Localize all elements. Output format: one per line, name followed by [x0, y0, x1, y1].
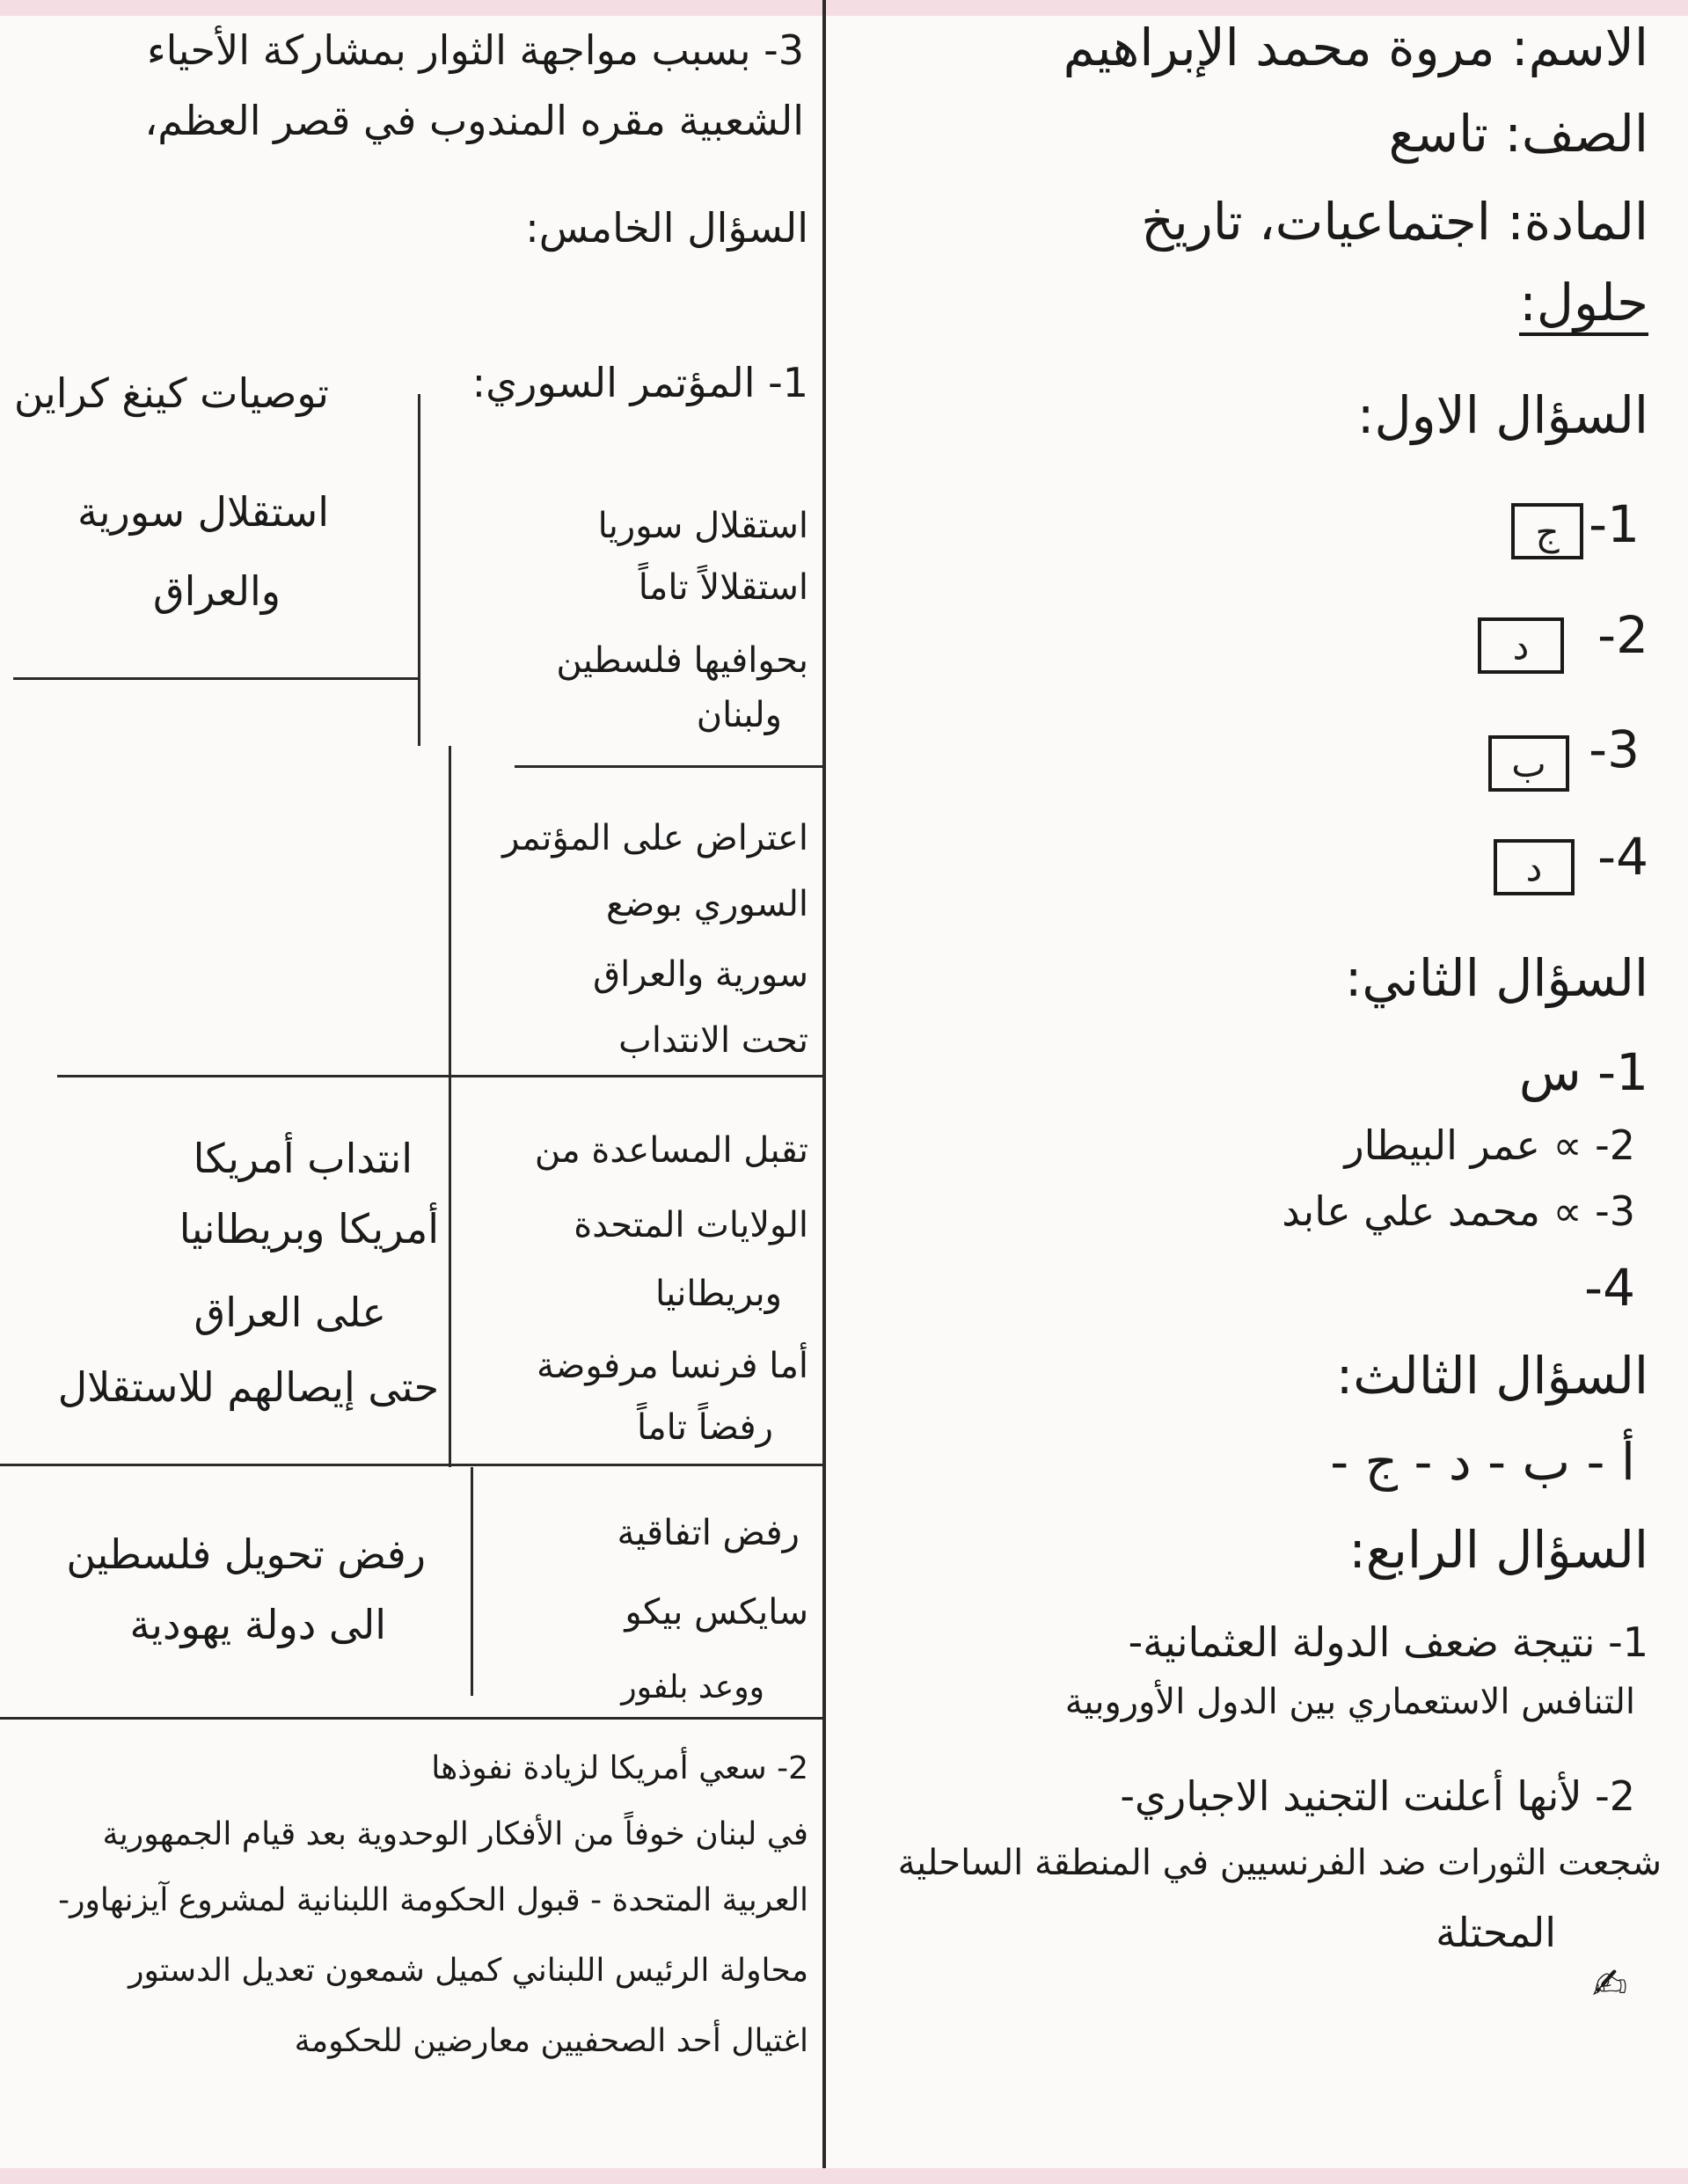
r2-right-1: اعتراض على المؤتمر	[502, 818, 808, 858]
q4-line-5: المحتلة	[1436, 1909, 1556, 1956]
bottom-line-2: في لبنان خوفاً من الأفكار الوحدوية بعد قيام الجمهورية	[102, 1816, 808, 1852]
r2-right-2: السوري بوضع	[605, 884, 808, 924]
r3-right-3: وبريطانيا	[654, 1274, 782, 1314]
solutions-heading: حلول:	[1519, 273, 1648, 336]
r4-right-3: ووعد بلفور	[621, 1669, 764, 1706]
table-divider-b	[449, 746, 451, 1467]
r1-right-3: بحوافيها فلسطين	[556, 640, 808, 681]
r3-right-5: رفضاً تاماً	[637, 1407, 773, 1448]
bottom-edge	[0, 2168, 1688, 2184]
q1-title: السؤال الاول:	[1356, 385, 1648, 445]
q1-item-2-answer: د	[1478, 617, 1564, 674]
r3-left-2: أمريكا وبريطانيا	[179, 1205, 439, 1253]
bottom-line-3: العربية المتحدة - قبول الحكومة اللبنانية لمشروع آيزنهاور-	[58, 1882, 808, 1918]
r4-right-1: رفض اتفاقية	[617, 1513, 800, 1553]
row-line-1-right	[515, 765, 822, 768]
q4-line-4: شجعت الثورات ضد الفرنسيين في المنطقة الساحلية	[897, 1843, 1662, 1883]
r2-right-3: سورية والعراق	[593, 954, 808, 995]
student-name: الاسم: مروة محمد الإبراهيم	[1063, 18, 1648, 77]
q3-title: السؤال الثالث:	[1335, 1346, 1648, 1406]
r3-left-4: حتى إيصالهم للاستقلال	[57, 1363, 439, 1411]
grade: الصف: تاسع	[1388, 104, 1648, 164]
r1-right-4: ولبنان	[696, 695, 782, 735]
r1-left-2: والعراق	[152, 567, 281, 615]
row-line-2	[57, 1075, 822, 1077]
row-line-3	[0, 1464, 822, 1466]
q1-item-3-num: 3-	[1589, 719, 1640, 779]
q4-line-1: 1- نتيجة ضعف الدولة العثمانية-	[1128, 1618, 1648, 1666]
bottom-line-1: 2- سعي أمريكا لزيادة نفوذها	[431, 1750, 808, 1786]
q5-title: السؤال الخامس:	[525, 204, 808, 252]
q1-item-1-answer: ج	[1511, 503, 1583, 559]
r1-right-2: استقلالاً تاماً	[638, 567, 808, 608]
q1-item-4-num: 4-	[1597, 827, 1648, 887]
r3-right-4: أما فرنسا مرفوضة	[536, 1346, 808, 1386]
r4-right-2: سايكس بيكو	[625, 1592, 808, 1633]
table-title-right: 1- المؤتمر السوري:	[471, 359, 808, 406]
q2-item-1: 1- س	[1518, 1042, 1648, 1102]
r2-right-4: تحت الانتداب	[618, 1020, 808, 1061]
left-top-line-2: الشعبية مقره المندوب في قصر العظم،	[144, 97, 804, 144]
q2-title: السؤال الثاني:	[1344, 948, 1648, 1008]
q4-line-3: 2- لأنها أعلنت التجنيد الاجباري-	[1120, 1772, 1635, 1820]
scribble-mark: ✍	[1592, 1960, 1628, 2009]
q1-item-2-num: 2-	[1597, 605, 1648, 665]
row-line-4	[0, 1717, 822, 1720]
table-divider-a	[418, 394, 420, 746]
r3-right-1: تقبل المساعدة من	[534, 1130, 808, 1171]
q1-item-4-answer: د	[1494, 839, 1575, 895]
bottom-line-4: محاولة الرئيس اللبناني كميل شمعون تعديل الدستور	[128, 1953, 808, 1989]
r4-left-2: الى دولة يهودية	[129, 1601, 386, 1648]
q4-line-2: التنافس الاستعماري بين الدول الأوروبية	[1064, 1682, 1635, 1722]
r1-left-1: استقلال سورية	[77, 488, 329, 536]
r4-left-1: رفض تحويل فلسطين	[66, 1530, 426, 1578]
q3-answer: أ - ب - د - ج -	[1330, 1432, 1635, 1492]
center-divider	[822, 0, 826, 2184]
q2-item-3: 3- ∝ محمد علي عابد	[1282, 1187, 1635, 1235]
r3-left-1: انتداب أمريكا	[193, 1135, 413, 1182]
r1-right-1: استقلال سوريا	[597, 506, 808, 546]
table-title-left: توصيات كينغ كراين	[13, 369, 329, 417]
table-divider-c	[471, 1467, 473, 1696]
bottom-line-5: اغتيال أحد الصحفيين معارضين للحكومة	[294, 2023, 808, 2059]
top-edge	[0, 0, 1688, 16]
q4-title: السؤال الرابع:	[1348, 1520, 1648, 1580]
subject: المادة: اجتماعيات، تاريخ	[1141, 192, 1648, 252]
left-top-line-1: 3- بسبب مواجهة الثوار بمشاركة الأحياء	[147, 26, 804, 74]
r3-left-3: على العراق	[194, 1289, 386, 1336]
row-line-1-left	[13, 677, 418, 680]
q1-item-1-num: 1-	[1589, 494, 1640, 554]
q2-item-2: 2- ∝ عمر البيطار	[1344, 1121, 1635, 1169]
q1-item-3-answer: ب	[1488, 735, 1569, 792]
q2-item-4: 4-	[1584, 1258, 1635, 1318]
r3-right-2: الولايات المتحدة	[574, 1205, 808, 1245]
